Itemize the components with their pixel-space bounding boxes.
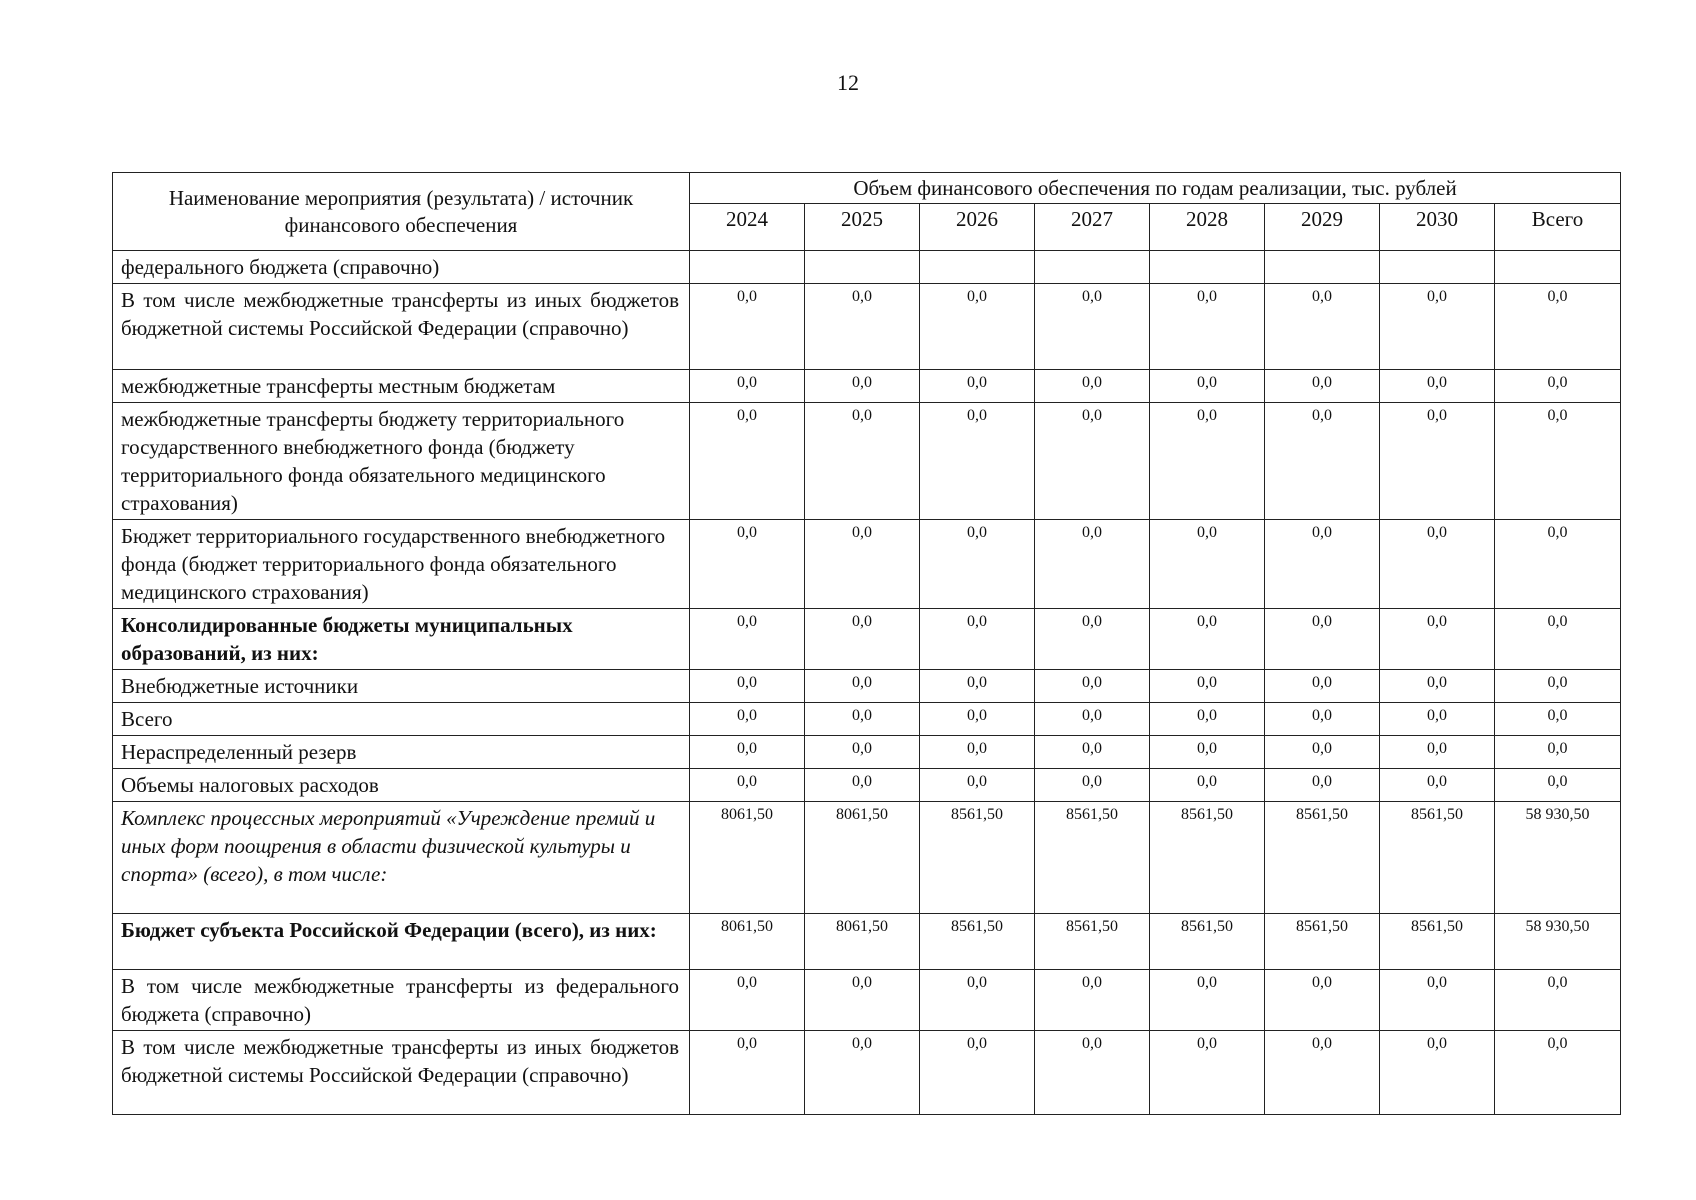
value-cell: 0,0 [1035, 284, 1150, 370]
value-cell: 8561,50 [920, 802, 1035, 914]
value-cell [690, 251, 805, 284]
row-label: Нераспределенный резерв [113, 736, 690, 769]
value-cell: 0,0 [1380, 370, 1495, 403]
row-label: Бюджет субъекта Российской Федерации (всего), из них: [113, 914, 690, 970]
value-cell: 0,0 [1035, 769, 1150, 802]
value-cell [1150, 251, 1265, 284]
table-row [113, 403, 1621, 520]
value-cell: 0,0 [805, 703, 920, 736]
value-cell: 0,0 [920, 1031, 1035, 1115]
table-row [113, 914, 1621, 970]
value-cell: 0,0 [920, 609, 1035, 670]
value-cell: 0,0 [1150, 1031, 1265, 1115]
value-cell: 0,0 [1495, 520, 1621, 609]
row-label: В том числе межбюджетные трансферты из иных бюджетов бюджетной системы Российской Федерации (справочно) [113, 284, 690, 370]
value-cell [1265, 251, 1380, 284]
value-cell: 0,0 [1265, 970, 1380, 1031]
header-year: 2028 [1150, 204, 1265, 251]
value-cell: 0,0 [1495, 736, 1621, 769]
value-cell: 0,0 [920, 736, 1035, 769]
value-cell: 8561,50 [1150, 802, 1265, 914]
table-row [113, 370, 1621, 403]
value-cell: 0,0 [690, 520, 805, 609]
value-cell: 0,0 [1380, 970, 1495, 1031]
value-cell: 8561,50 [1265, 802, 1380, 914]
table-row [113, 736, 1621, 769]
value-cell: 0,0 [1265, 769, 1380, 802]
header-year: 2029 [1265, 204, 1380, 251]
value-cell: 0,0 [1265, 736, 1380, 769]
value-cell: 0,0 [1380, 520, 1495, 609]
value-cell: 0,0 [1265, 609, 1380, 670]
row-label: Консолидированные бюджеты муниципальных образований, из них: [113, 609, 690, 670]
table-row [113, 769, 1621, 802]
value-cell: 0,0 [1150, 703, 1265, 736]
value-cell: 0,0 [690, 736, 805, 769]
value-cell: 0,0 [920, 370, 1035, 403]
header-year: 2027 [1035, 204, 1150, 251]
table-row [113, 520, 1621, 609]
table-row [113, 802, 1621, 914]
value-cell [1495, 251, 1621, 284]
table-row [113, 703, 1621, 736]
value-cell: 8561,50 [1265, 914, 1380, 970]
value-cell: 0,0 [1265, 1031, 1380, 1115]
row-label: Всего [113, 703, 690, 736]
value-cell: 0,0 [920, 403, 1035, 520]
value-cell: 0,0 [805, 520, 920, 609]
header-total: Всего [1495, 204, 1621, 251]
value-cell: 0,0 [690, 403, 805, 520]
value-cell: 0,0 [1495, 703, 1621, 736]
table-row [113, 1031, 1621, 1115]
value-cell: 0,0 [690, 970, 805, 1031]
value-cell: 8561,50 [1380, 802, 1495, 914]
value-cell: 0,0 [805, 403, 920, 520]
row-label: В том числе межбюджетные трансферты из иных бюджетов бюджетной системы Российской Федерации (справочно) [113, 1031, 690, 1115]
value-cell: 0,0 [1380, 1031, 1495, 1115]
value-cell: 0,0 [1150, 769, 1265, 802]
value-cell: 0,0 [1380, 403, 1495, 520]
value-cell: 0,0 [1035, 403, 1150, 520]
value-cell: 8061,50 [805, 914, 920, 970]
row-label: Объемы налоговых расходов [113, 769, 690, 802]
value-cell: 0,0 [1495, 970, 1621, 1031]
value-cell: 0,0 [920, 970, 1035, 1031]
financing-table [112, 172, 1621, 1115]
value-cell: 0,0 [1150, 670, 1265, 703]
table-row [113, 284, 1621, 370]
value-cell: 8561,50 [1150, 914, 1265, 970]
row-label: Комплекс процессных мероприятий «Учреждение премий и иных форм поощрения в области физической культуры и спорта» (всего), в том числе: [113, 802, 690, 914]
row-label: Внебюджетные источники [113, 670, 690, 703]
value-cell: 0,0 [1495, 370, 1621, 403]
table-row [113, 609, 1621, 670]
row-label: межбюджетные трансферты бюджету территориального государственного внебюджетного фонда (бюджету территориального фонда обязательного медицинского страхования) [113, 403, 690, 520]
value-cell: 0,0 [805, 970, 920, 1031]
value-cell [1035, 251, 1150, 284]
value-cell: 58 930,50 [1495, 802, 1621, 914]
value-cell: 0,0 [1150, 736, 1265, 769]
value-cell: 0,0 [1495, 1031, 1621, 1115]
value-cell: 0,0 [1495, 403, 1621, 520]
value-cell: 0,0 [1035, 609, 1150, 670]
value-cell: 0,0 [1150, 284, 1265, 370]
value-cell: 0,0 [805, 609, 920, 670]
value-cell: 0,0 [690, 769, 805, 802]
value-cell: 8061,50 [805, 802, 920, 914]
row-label: межбюджетные трансферты местным бюджетам [113, 370, 690, 403]
value-cell [1380, 251, 1495, 284]
value-cell: 8561,50 [1380, 914, 1495, 970]
table-row [113, 970, 1621, 1031]
value-cell: 0,0 [920, 703, 1035, 736]
value-cell: 0,0 [1380, 736, 1495, 769]
value-cell: 0,0 [1495, 670, 1621, 703]
row-label: Бюджет территориального государственного внебюджетного фонда (бюджет территориального фонда обязательного медицинского страхования) [113, 520, 690, 609]
value-cell [805, 251, 920, 284]
value-cell: 0,0 [1035, 703, 1150, 736]
value-cell: 0,0 [805, 284, 920, 370]
value-cell: 0,0 [1150, 370, 1265, 403]
value-cell: 0,0 [690, 670, 805, 703]
value-cell: 0,0 [1150, 520, 1265, 609]
value-cell: 0,0 [1035, 370, 1150, 403]
header-year: 2030 [1380, 204, 1495, 251]
value-cell: 0,0 [1265, 670, 1380, 703]
header-name-column: Наименование мероприятия (результата) / источник финансового обеспечения [113, 173, 690, 251]
value-cell: 0,0 [1035, 1031, 1150, 1115]
value-cell: 0,0 [1380, 670, 1495, 703]
value-cell: 0,0 [1495, 609, 1621, 670]
value-cell: 0,0 [920, 670, 1035, 703]
value-cell: 0,0 [690, 609, 805, 670]
value-cell: 0,0 [1495, 769, 1621, 802]
value-cell: 0,0 [690, 703, 805, 736]
value-cell: 0,0 [920, 520, 1035, 609]
header-funding-group: Объем финансового обеспечения по годам реализации, тыс. рублей [690, 173, 1621, 204]
value-cell: 0,0 [920, 769, 1035, 802]
value-cell: 0,0 [805, 769, 920, 802]
value-cell: 0,0 [1035, 670, 1150, 703]
value-cell: 0,0 [1265, 370, 1380, 403]
value-cell: 0,0 [1035, 736, 1150, 769]
value-cell: 0,0 [1380, 284, 1495, 370]
value-cell: 0,0 [1035, 520, 1150, 609]
header-year: 2026 [920, 204, 1035, 251]
value-cell: 8061,50 [690, 914, 805, 970]
value-cell: 8561,50 [1035, 802, 1150, 914]
row-label: В том числе межбюджетные трансферты из федерального бюджета (справочно) [113, 970, 690, 1031]
value-cell: 0,0 [1495, 284, 1621, 370]
value-cell: 0,0 [1150, 403, 1265, 520]
value-cell: 0,0 [1265, 703, 1380, 736]
value-cell: 8561,50 [920, 914, 1035, 970]
table-row [113, 251, 1621, 284]
value-cell: 0,0 [805, 670, 920, 703]
value-cell: 8561,50 [1035, 914, 1150, 970]
value-cell: 0,0 [1380, 703, 1495, 736]
table-row [113, 670, 1621, 703]
value-cell: 0,0 [1035, 970, 1150, 1031]
value-cell [920, 251, 1035, 284]
header-year: 2024 [690, 204, 805, 251]
value-cell: 0,0 [690, 370, 805, 403]
value-cell: 8061,50 [690, 802, 805, 914]
value-cell: 0,0 [1150, 970, 1265, 1031]
value-cell: 0,0 [690, 284, 805, 370]
value-cell: 0,0 [1150, 609, 1265, 670]
value-cell: 0,0 [1265, 284, 1380, 370]
page-number: 12 [837, 70, 859, 95]
header-year: 2025 [805, 204, 920, 251]
value-cell: 0,0 [805, 370, 920, 403]
value-cell: 0,0 [690, 1031, 805, 1115]
value-cell: 0,0 [1380, 609, 1495, 670]
row-label: федерального бюджета (справочно) [113, 251, 690, 284]
value-cell: 58 930,50 [1495, 914, 1621, 970]
value-cell: 0,0 [920, 284, 1035, 370]
value-cell: 0,0 [1265, 403, 1380, 520]
value-cell: 0,0 [1380, 769, 1495, 802]
value-cell: 0,0 [805, 1031, 920, 1115]
value-cell: 0,0 [805, 736, 920, 769]
value-cell: 0,0 [1265, 520, 1380, 609]
